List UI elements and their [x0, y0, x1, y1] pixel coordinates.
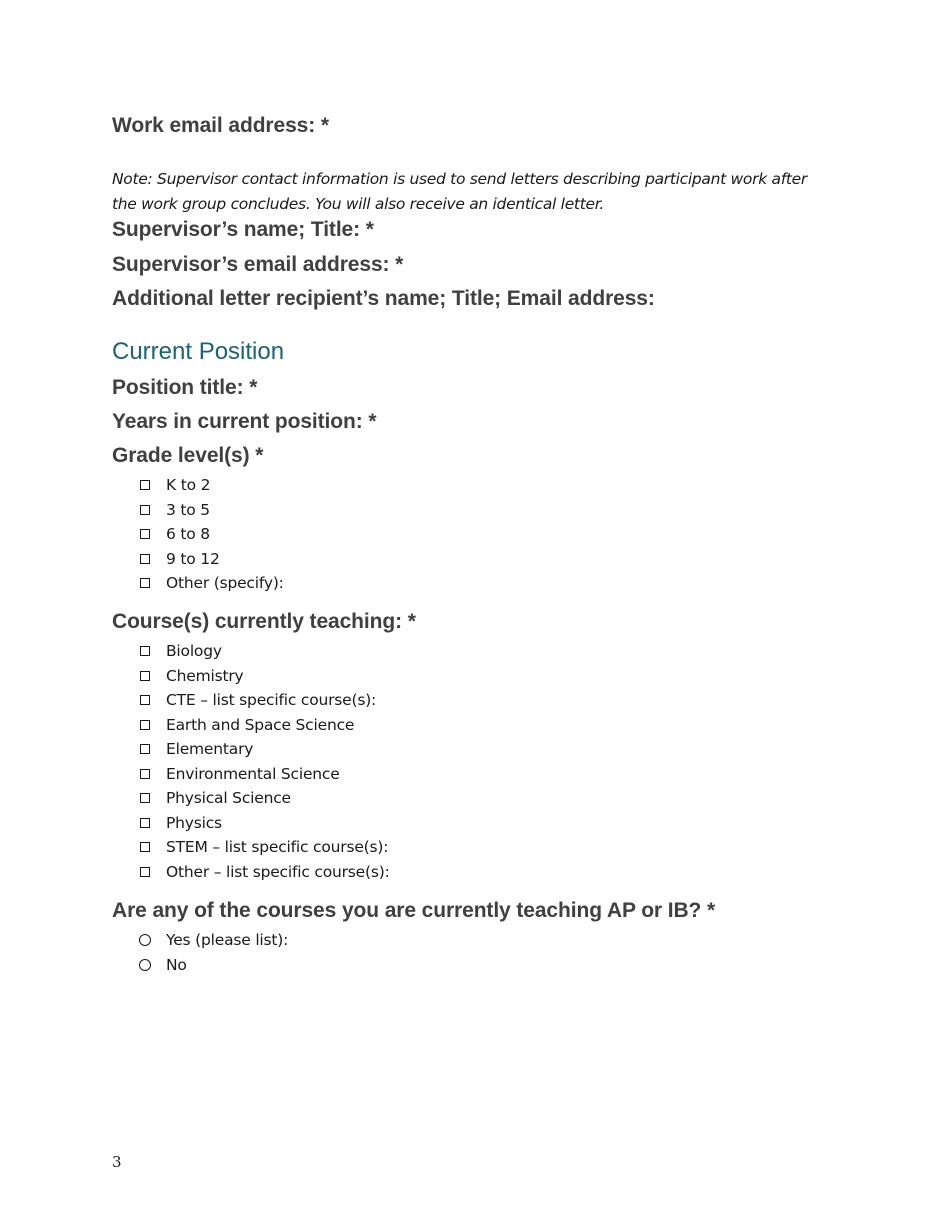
ap-ib-option-label: No [166, 955, 187, 974]
course-option-label: Environmental Science [166, 764, 340, 783]
checkbox-icon[interactable] [140, 818, 150, 828]
course-option[interactable] [140, 664, 390, 689]
checkbox-icon[interactable] [140, 646, 150, 656]
checkbox-icon[interactable] [140, 793, 150, 803]
radio-icon[interactable] [139, 934, 151, 946]
course-option[interactable] [140, 639, 390, 664]
supervisor-note: Note: Supervisor contact information is used to send letters describing participant work after the work group concludes. You will also receive an identical letter. [112, 170, 807, 213]
course-option[interactable] [140, 737, 390, 762]
checkbox-icon[interactable] [140, 769, 150, 779]
checkbox-icon[interactable] [140, 505, 150, 515]
grade-levels-label: Grade level(s) * [112, 444, 264, 467]
section-heading-current-position: Current Position [112, 338, 285, 365]
checkbox-icon[interactable] [140, 480, 150, 490]
grade-option[interactable] [140, 547, 284, 572]
ap-ib-option-no[interactable] [140, 953, 288, 978]
work-email-label: Work email address: * [112, 114, 329, 137]
course-option-label: Biology [166, 642, 222, 661]
grade-option-label: K to 2 [166, 476, 211, 495]
checkbox-icon[interactable] [140, 554, 150, 564]
course-option-label: Physics [166, 813, 222, 832]
course-options [140, 639, 390, 884]
checkbox-icon[interactable] [140, 529, 150, 539]
grade-option-label: 3 to 5 [166, 500, 210, 519]
radio-icon[interactable] [139, 959, 151, 971]
grade-option-label: Other (specify): [166, 574, 284, 593]
checkbox-icon[interactable] [140, 671, 150, 681]
course-option[interactable] [140, 786, 390, 811]
course-option-label: Physical Science [166, 789, 291, 808]
course-option-label: Elementary [166, 740, 254, 759]
checkbox-icon[interactable] [140, 842, 150, 852]
page-number: 3 [112, 1153, 122, 1171]
course-option-label: Other – list specific course(s): [166, 862, 390, 881]
course-option[interactable] [140, 835, 390, 860]
checkbox-icon[interactable] [140, 578, 150, 588]
checkbox-icon[interactable] [140, 720, 150, 730]
grade-option[interactable] [140, 522, 284, 547]
ap-ib-options [140, 928, 288, 977]
supervisor-name-label: Supervisor’s name; Title: * [112, 218, 374, 241]
supervisor-email-label: Supervisor’s email address: * [112, 253, 404, 276]
course-option[interactable] [140, 811, 390, 836]
course-option[interactable] [140, 762, 390, 787]
grade-option[interactable] [140, 571, 284, 596]
additional-recipient-label: Additional letter recipient’s name; Title; Email address: [112, 287, 655, 310]
ap-ib-option-label: Yes (please list): [166, 931, 289, 950]
position-title-label: Position title: * [112, 376, 258, 399]
course-option[interactable] [140, 713, 390, 738]
course-option-label: Earth and Space Science [166, 715, 355, 734]
checkbox-icon[interactable] [140, 695, 150, 705]
grade-option[interactable] [140, 473, 284, 498]
grade-option[interactable] [140, 498, 284, 523]
course-option-label: STEM – list specific course(s): [166, 838, 389, 857]
ap-ib-option-yes[interactable] [140, 928, 288, 953]
grade-level-options [140, 473, 284, 596]
ap-ib-label: Are any of the courses you are currently teaching AP or IB? * [112, 899, 716, 922]
course-option-label: Chemistry [166, 666, 244, 685]
grade-option-label: 6 to 8 [166, 525, 210, 544]
checkbox-icon[interactable] [140, 867, 150, 877]
course-option[interactable] [140, 688, 390, 713]
grade-option-label: 9 to 12 [166, 549, 220, 568]
checkbox-icon[interactable] [140, 744, 150, 754]
courses-label: Course(s) currently teaching: * [112, 610, 416, 633]
course-option-label: CTE – list specific course(s): [166, 691, 377, 710]
years-in-position-label: Years in current position: * [112, 410, 377, 433]
course-option[interactable] [140, 860, 390, 885]
